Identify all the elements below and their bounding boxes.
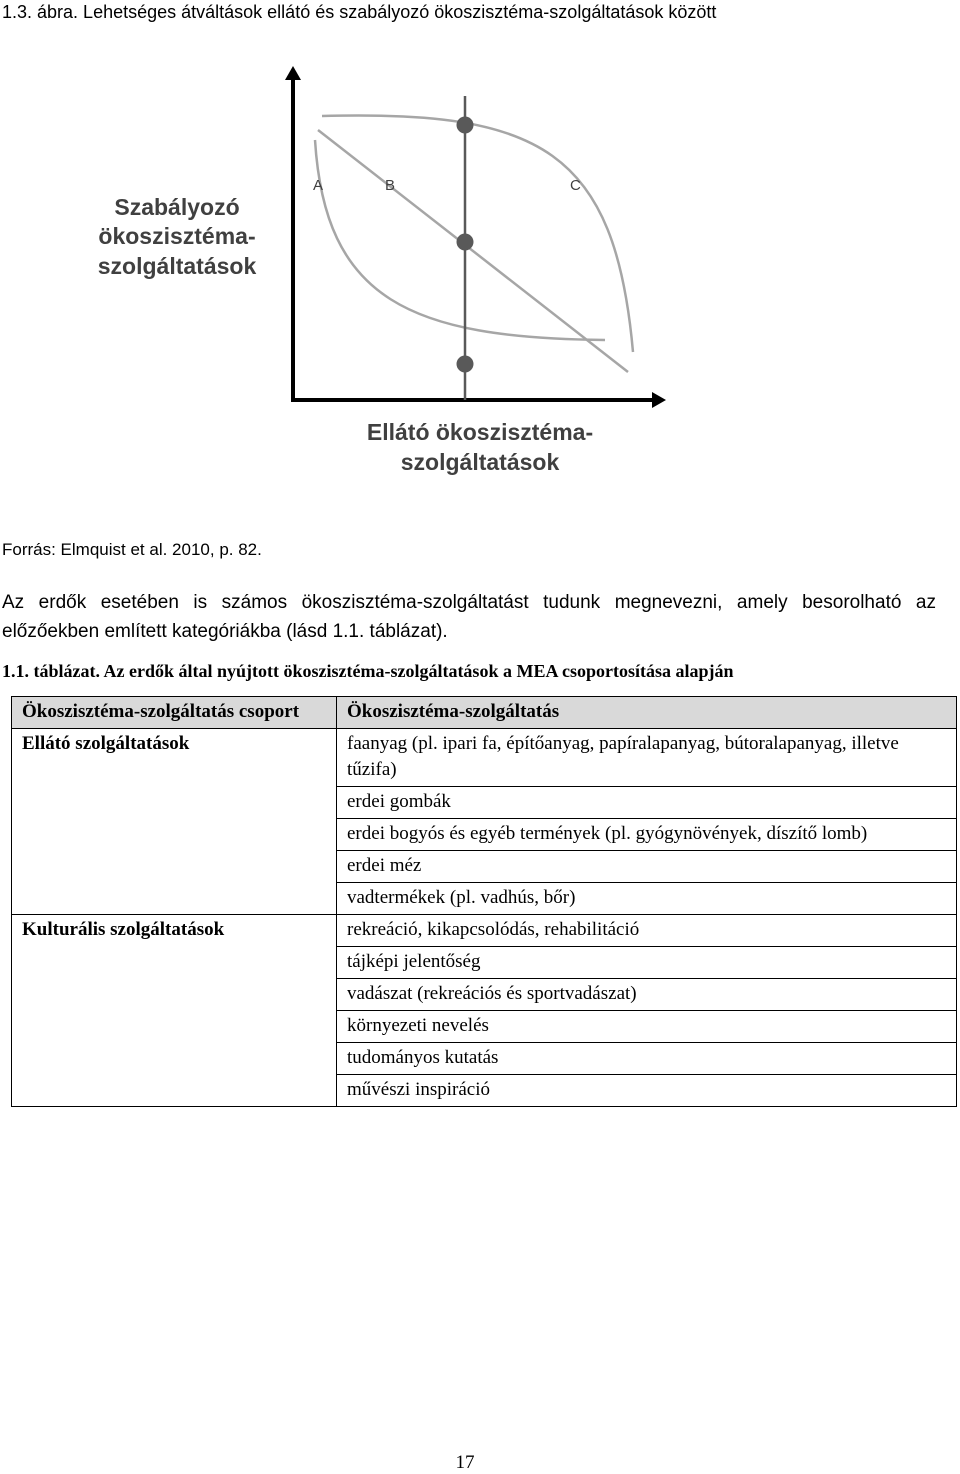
curve-label-b: B [385, 177, 396, 194]
table-row [12, 729, 957, 787]
table-row [12, 915, 957, 947]
curve-c [322, 115, 633, 352]
y-axis-label-line2: ökoszisztéma- [98, 223, 256, 249]
x-axis-label-line1: Ellátó ökoszisztéma- [366, 419, 594, 445]
point-top [457, 117, 474, 134]
x-axis-arrow [652, 392, 666, 408]
tradeoff-diagram [0, 0, 960, 500]
figure-source: Forrás: Elmquist et al. 2010, p. 82. [2, 540, 262, 559]
table-row [12, 947, 957, 979]
header-service: Ökoszisztéma-szolgáltatás [337, 697, 957, 729]
group-spacer [12, 883, 337, 915]
group-spacer [12, 819, 337, 851]
table-row [12, 787, 957, 819]
y-axis-arrow [285, 66, 301, 80]
figure-title: 1.3. ábra. Lehetséges átváltások ellátó és szabályozó ökoszisztéma-szolgáltatások között [2, 2, 717, 22]
group-spacer [12, 947, 337, 979]
group-spacer [12, 1075, 337, 1107]
curve-b [318, 130, 628, 372]
group-name: Kulturális szolgáltatások [12, 915, 337, 947]
group-name: Ellátó szolgáltatások [12, 729, 337, 787]
service-cell: környezeti nevelés [337, 1011, 957, 1043]
service-cell: faanyag (pl. ipari fa, építőanyag, papíralapanyag, bútoralapanyag, illetve tűzifa) [337, 729, 957, 787]
page-number: 17 [455, 1452, 475, 1473]
table-row [12, 1011, 957, 1043]
y-axis-label-line1: Szabályozó [114, 194, 240, 220]
service-cell: művészi inspiráció [337, 1075, 957, 1107]
table-row [12, 979, 957, 1011]
service-cell: vadtermékek (pl. vadhús, bőr) [337, 883, 957, 915]
table-row [12, 883, 957, 915]
group-spacer [12, 979, 337, 1011]
body-paragraph: Az erdők esetében is számos ökoszisztéma-szolgáltatást tudunk megnevezni, amely besorolható az előzőekben említett kategóriákba (lásd 1.1. táblázat). [2, 592, 936, 642]
services-table [11, 696, 957, 1107]
table-row [12, 851, 957, 883]
table-caption: 1.1. táblázat. Az erdők által nyújtott ökoszisztéma-szolgáltatások a MEA csoportosítása alapján [2, 661, 734, 681]
header-group: Ökoszisztéma-szolgáltatás csoport [12, 697, 337, 729]
table-row [12, 1075, 957, 1107]
group-spacer [12, 1011, 337, 1043]
group-spacer [12, 1043, 337, 1075]
service-cell: rekreáció, kikapcsolódás, rehabilitáció [337, 915, 957, 947]
service-cell: vadászat (rekreációs és sportvadászat) [337, 979, 957, 1011]
group-spacer [12, 787, 337, 819]
point-middle [457, 234, 474, 251]
y-axis-label-line3: szolgáltatások [97, 253, 257, 279]
curve-label-c: C [570, 177, 581, 194]
service-cell: tájképi jelentőség [337, 947, 957, 979]
group-spacer [12, 851, 337, 883]
point-bottom [457, 356, 474, 373]
table-row [12, 1043, 957, 1075]
table-row [12, 819, 957, 851]
service-cell: erdei méz [337, 851, 957, 883]
x-axis-label-line2: szolgáltatások [400, 449, 560, 475]
service-cell: tudományos kutatás [337, 1043, 957, 1075]
service-cell: erdei bogyós és egyéb termények (pl. gyógynövények, díszítő lomb) [337, 819, 957, 851]
curve-label-a: A [313, 177, 324, 194]
service-cell: erdei gombák [337, 787, 957, 819]
table-header-row [12, 697, 957, 729]
